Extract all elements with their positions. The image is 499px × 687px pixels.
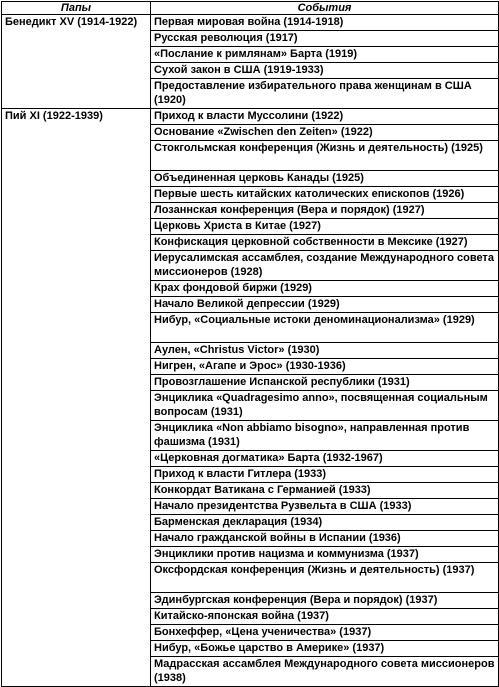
- event-cell: «Церковная догматика» Барта (1932-1967): [151, 451, 499, 467]
- table-row: [2, 187, 499, 203]
- event-cell: Первые шесть китайских католических епископов (1926): [151, 187, 499, 203]
- event-cell: Иерусалимская ассамблея, создание Международного совета миссионеров (1928): [151, 251, 499, 281]
- pope-cell: [2, 375, 151, 391]
- pope-cell: [2, 31, 151, 47]
- table-row: [2, 641, 499, 657]
- table-row: [2, 219, 499, 235]
- table-row: [2, 359, 499, 375]
- table-row: [2, 171, 499, 187]
- pope-cell: [2, 563, 151, 593]
- table-row: [2, 297, 499, 313]
- table-row: [2, 375, 499, 391]
- pope-cell: [2, 141, 151, 171]
- event-cell: Основание «Zwischen den Zeiten» (1922): [151, 125, 499, 141]
- table-row: [2, 625, 499, 641]
- table-row: [2, 203, 499, 219]
- event-cell: Стокгольмская конференция (Жизнь и деятельность) (1925): [151, 141, 499, 171]
- pope-cell: [2, 483, 151, 499]
- event-cell: Конкордат Ватикана с Германией (1933): [151, 483, 499, 499]
- table-row: [2, 391, 499, 421]
- pope-cell: [2, 421, 151, 451]
- event-cell: «Послание к римлянам» Барта (1919): [151, 47, 499, 63]
- table-row: [2, 15, 499, 31]
- event-cell: Провозглашение Испанской республики (1931): [151, 375, 499, 391]
- pope-cell: [2, 343, 151, 359]
- pope-cell: [2, 451, 151, 467]
- pope-cell: [2, 531, 151, 547]
- pope-cell: [2, 609, 151, 625]
- event-cell: Энциклика «Quadragesimo anno», посвященная социальным вопросам (1931): [151, 391, 499, 421]
- table-row: [2, 451, 499, 467]
- event-cell: Нигрен, «Агапе и Эрос» (1930-1936): [151, 359, 499, 375]
- table-row: [2, 609, 499, 625]
- table-row: [2, 63, 499, 79]
- event-cell: Первая мировая война (1914-1918): [151, 15, 499, 31]
- event-cell: Объединенная церковь Канады (1925): [151, 171, 499, 187]
- pope-cell: [2, 79, 151, 109]
- pope-cell: [2, 251, 151, 281]
- pope-cell: [2, 125, 151, 141]
- table-row: [2, 563, 499, 593]
- event-cell: Аулен, «Christus Victor» (1930): [151, 343, 499, 359]
- pope-cell: [2, 297, 151, 313]
- table-row: [2, 125, 499, 141]
- table-row: [2, 547, 499, 563]
- pope-cell: [2, 593, 151, 609]
- pope-cell: [2, 187, 151, 203]
- pope-cell: [2, 391, 151, 421]
- pope-cell: [2, 313, 151, 343]
- event-cell: Предоставление избирательного права женщинам в США (1920): [151, 79, 499, 109]
- pope-cell: [2, 219, 151, 235]
- pope-cell: [2, 235, 151, 251]
- table-row: [2, 499, 499, 515]
- event-cell: Энциклики против нацизма и коммунизма (1937): [151, 547, 499, 563]
- table-body: [2, 15, 499, 687]
- table-row: [2, 531, 499, 547]
- table-row: [2, 483, 499, 499]
- table-row: [2, 141, 499, 171]
- table-row: [2, 109, 499, 125]
- pope-cell: Пий XI (1922-1939): [2, 109, 151, 125]
- pope-cell: [2, 625, 151, 641]
- pope-cell: [2, 203, 151, 219]
- event-cell: Конфискация церковной собственности в Мексике (1927): [151, 235, 499, 251]
- table-row: [2, 47, 499, 63]
- event-cell: Начало гражданской войны в Испании (1936): [151, 531, 499, 547]
- event-cell: Приход к власти Муссолини (1922): [151, 109, 499, 125]
- pope-cell: Бенедикт XV (1914-1922): [2, 15, 151, 31]
- table-row: [2, 467, 499, 483]
- event-cell: Мадрасская ассамблея Международного совета миссионеров (1938): [151, 657, 499, 687]
- event-cell: Крах фондовой биржи (1929): [151, 281, 499, 297]
- timeline-table: [1, 1, 499, 687]
- event-cell: Начало президентства Рузвельта в США (1933): [151, 499, 499, 515]
- pope-cell: [2, 47, 151, 63]
- event-cell: Церковь Христа в Китае (1927): [151, 219, 499, 235]
- pope-cell: [2, 499, 151, 515]
- event-cell: Нибур, «Социальные истоки деноминационализма» (1929): [151, 313, 499, 343]
- table-row: [2, 515, 499, 531]
- pope-cell: [2, 467, 151, 483]
- event-cell: Сухой закон в США (1919-1933): [151, 63, 499, 79]
- table-row: [2, 593, 499, 609]
- table-row: [2, 281, 499, 297]
- event-cell: Начало Великой депрессии (1929): [151, 297, 499, 313]
- table-row: [2, 421, 499, 451]
- event-cell: Китайско-японская война (1937): [151, 609, 499, 625]
- table-row: [2, 343, 499, 359]
- table-row: [2, 79, 499, 109]
- event-cell: Эдинбургская конференция (Вера и порядок) (1937): [151, 593, 499, 609]
- pope-cell: [2, 359, 151, 375]
- table-row: [2, 657, 499, 687]
- event-cell: Бонхеффер, «Цена ученичества» (1937): [151, 625, 499, 641]
- header-row: [2, 2, 499, 15]
- table-row: [2, 313, 499, 343]
- pope-cell: [2, 171, 151, 187]
- header-events: События: [151, 2, 499, 15]
- event-cell: Оксфордская конференция (Жизнь и деятельность) (1937): [151, 563, 499, 593]
- table-row: [2, 235, 499, 251]
- pope-cell: [2, 515, 151, 531]
- header-popes: Папы: [2, 2, 151, 15]
- event-cell: Русская революция (1917): [151, 31, 499, 47]
- table-row: [2, 31, 499, 47]
- event-cell: Лозаннская конференция (Вера и порядок) (1927): [151, 203, 499, 219]
- pope-cell: [2, 281, 151, 297]
- event-cell: Энциклика «Non abbiamo bisogno», направленная против фашизма (1931): [151, 421, 499, 451]
- pope-cell: [2, 63, 151, 79]
- event-cell: Барменская декларация (1934): [151, 515, 499, 531]
- pope-cell: [2, 641, 151, 657]
- pope-cell: [2, 657, 151, 687]
- event-cell: Нибур, «Божье царство в Америке» (1937): [151, 641, 499, 657]
- pope-cell: [2, 547, 151, 563]
- event-cell: Приход к власти Гитлера (1933): [151, 467, 499, 483]
- table-row: [2, 251, 499, 281]
